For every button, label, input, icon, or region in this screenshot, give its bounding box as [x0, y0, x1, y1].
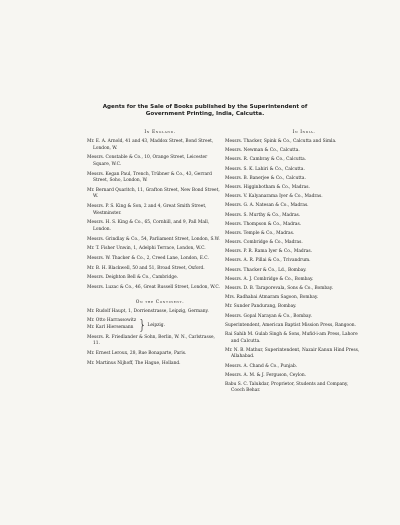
agent-entry: Messrs. Constable & Co., 10, Orange Street, Leicester Square, W.C.: [87, 155, 208, 167]
agent-entry: Mr. Martinus Nijhoff, The Hague, Holland.: [87, 360, 181, 366]
agent-entry: Mr. B. H. Blackwell, 50 and 51, Broad Street, Oxford.: [87, 265, 205, 271]
agent-entry: Babu S. C. Talukdar, Proprietor, Students and Company, Cooch Behar.: [225, 381, 349, 394]
agent-entry: Mr. Otto Harrassowitz: [87, 318, 137, 324]
agent-entry: Messrs. Newman & Co., Calcutta.: [225, 148, 300, 154]
continent-entries-after: [87, 335, 223, 368]
england-entries: [87, 139, 223, 292]
agent-entry: Mr. Rudolf Haupt, 1, Dorrienstrasse, Leipzig, Germany.: [87, 308, 209, 314]
agent-entry: Messrs. B. Banerjee & Co., Calcutta.: [225, 175, 306, 181]
continent-heading: On the Continent.: [135, 299, 185, 305]
leipzig-label: Leipzig.: [147, 322, 165, 328]
agent-entry: Messrs. S. K. Lahiri & Co., Calcutta.: [225, 166, 305, 172]
agent-entry: Mrs. Radhabai Atmaram Sagoon, Bombay.: [225, 295, 319, 301]
agent-entry: Messrs. Higginbotham & Co., Madras.: [225, 184, 310, 190]
agent-entry: Messrs. A. J. Combridge & Co., Bombay.: [225, 276, 314, 282]
agent-entry: Messrs. Thompson & Co., Madras.: [225, 221, 302, 227]
agent-entry: Messrs. P. S. King & Son, 2 and 4, Great Smith Street, Westminster.: [87, 204, 207, 216]
agent-entry: Messrs. P. R. Rama Iyer & Co., Madras.: [225, 249, 312, 255]
agent-entry: Messrs. S. Murthy & Co., Madras.: [225, 212, 301, 218]
agent-entry: Mr. E. A. Arnold, 41 and 43, Maddox Street, Bond Street, London, W.: [87, 139, 214, 151]
india-entries: [225, 139, 361, 395]
agent-entry: Rai Sahib M. Gulab Singh & Sons, Mufid-i-am Press, Lahore and Calcutta.: [225, 331, 358, 344]
england-column: [87, 130, 223, 370]
india-column: [225, 130, 361, 398]
agent-entry: Mr. Bernard Quaritch, 11, Grafton Street, New Bond Street, W.: [87, 187, 220, 200]
agent-entry: Mr. Karl Hiersemann: [87, 325, 134, 330]
agent-entry: Messrs. Kegan Paul, Trench, Trübner & Co., 43, Gerrard Street, Soho, London, W.: [87, 171, 212, 184]
agent-entry: Messrs. Grindlay & Co., 54, Parliament Street, London, S.W.: [87, 236, 220, 242]
agent-entry: Messrs. W. Thacker & Co., 2, Creed Lane, London, E.C.: [87, 256, 209, 262]
agent-entry: Messrs. V. Kalyanarama Iyer & Co., Madras.: [225, 194, 323, 200]
agent-entry: Messrs. A. M. & J. Ferguson, Ceylon.: [225, 372, 306, 378]
agent-entry: Mr. Sunder Pandurang, Bombay.: [225, 304, 297, 310]
brace-symbol: }: [138, 317, 147, 333]
agent-entry: Mr. N. B. Mathur, Superintendent, Nazair Kanun Hind Press, Allahabad.: [225, 347, 360, 360]
leipzig-brace-group: [87, 318, 223, 331]
agent-entry: Messrs. G. A. Natesan & Co., Madras.: [225, 203, 309, 209]
agent-entry: Messrs. Thacker & Co., Ld., Bombay.: [225, 267, 307, 273]
agent-entry: Messrs. A. R. Pillai & Co., Trivandrum.: [225, 258, 311, 264]
agent-entry: Messrs. Gopal Narayan & Co., Bombay.: [225, 313, 312, 319]
agent-entry: Mr. T. Fisher Unwin, 1, Adelphi Terrace, London, W.C.: [87, 246, 206, 252]
leipzig-names: [87, 318, 136, 331]
page-title: Agents for the Sale of Books published by the Superintendent of Government Printing, India, Calcutta.: [102, 104, 308, 117]
india-heading: In India.: [292, 130, 316, 135]
agent-entry: Messrs. H. S. King & Co., 65, Cornhill, and 9, Pall Mall, London.: [87, 220, 210, 232]
agent-entry: Messrs. Thacker, Spink & Co., Calcutta and Simla.: [225, 139, 337, 144]
agent-entry: Messrs. R. Friedlander & Sohn, Berlin, W. N., Carlstrasse, 11.: [87, 334, 215, 347]
agent-entry: Messrs. Deighton Bell & Co., Cambridge.: [87, 275, 179, 281]
agent-entry: Messrs. Combridge & Co., Madras.: [225, 240, 303, 246]
agent-entry: Messrs. Luzac & Co., 46, Great Russell Street, London, W.C.: [87, 285, 220, 291]
agent-entry: Superintendent, American Baptist Mission Press, Rangoon.: [225, 322, 356, 328]
england-heading: In England.: [144, 130, 176, 135]
continent-entries-before: [87, 309, 223, 316]
agent-entry: Messrs. D. B. Taraporevala, Sons & Co., Bombay.: [225, 286, 334, 291]
agent-entry: Messrs. Temple & Co., Madras.: [225, 230, 295, 236]
agent-entry: Messrs. R. Cambray & Co., Calcutta.: [225, 157, 307, 163]
agent-entry: Mr. Ernest Leroux, 28, Rue Bonaparte, Paris.: [87, 350, 187, 356]
agent-entry: Messrs. A. Chand & Co., Punjab.: [225, 363, 297, 369]
